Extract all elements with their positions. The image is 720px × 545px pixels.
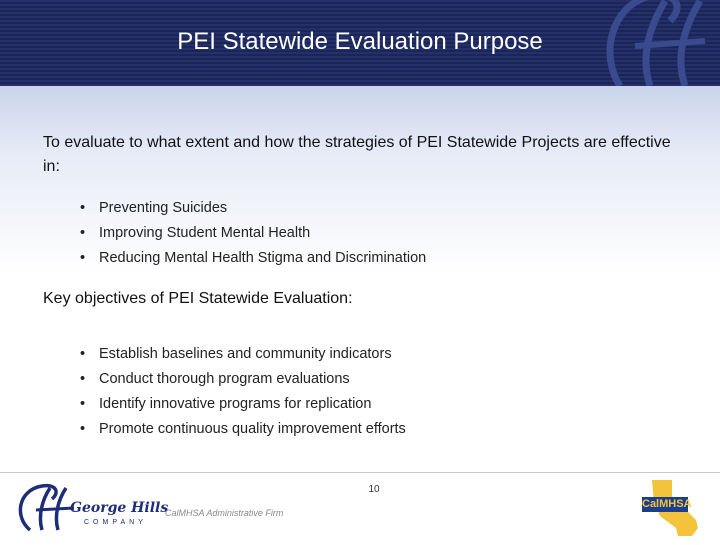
calmhsa-logo	[638, 476, 708, 540]
list-item-text: Preventing Suicides	[99, 200, 228, 216]
calmhsa-label: CalMHSA	[642, 498, 692, 510]
bullet-icon: •	[80, 371, 86, 387]
bullet-icon: •	[80, 200, 86, 216]
list-item-text: Conduct thorough program evaluations	[99, 371, 350, 387]
list-item-text: Establish baselines and community indicators	[99, 346, 392, 362]
page-number: 10	[368, 484, 380, 495]
george-hills-logo	[12, 482, 169, 534]
bullet-icon: •	[80, 421, 86, 437]
list-item	[80, 417, 406, 442]
admin-firm-caption: CalMHSA Administrative Firm	[165, 508, 284, 518]
bullet-icon: •	[80, 396, 86, 412]
company-subtitle: COMPANY	[84, 519, 147, 526]
bullet-icon: •	[80, 250, 86, 266]
slide-header	[0, 0, 720, 86]
list-item-text: Identify innovative programs for replication	[99, 396, 372, 412]
list-item	[80, 392, 406, 417]
bullet-icon: •	[80, 225, 86, 241]
list-item	[80, 246, 426, 271]
list-item-text: Promote continuous quality improvement efforts	[99, 421, 406, 437]
effectiveness-list	[80, 196, 426, 271]
list-item-text: Improving Student Mental Health	[99, 225, 311, 241]
list-item	[80, 221, 426, 246]
list-item-text: Reducing Mental Health Stigma and Discrimination	[99, 250, 427, 266]
slide-title: PEI Statewide Evaluation Purpose	[177, 28, 543, 55]
intro-text: To evaluate to what extent and how the strategies of PEI Statewide Projects are effective in:	[43, 134, 671, 175]
bullet-icon: •	[80, 346, 86, 362]
company-name: George Hills	[70, 500, 169, 516]
objectives-list	[80, 342, 406, 442]
list-item	[80, 367, 406, 392]
objectives-heading: Key objectives of PEI Statewide Evaluation:	[43, 290, 353, 307]
footer-divider	[0, 472, 720, 473]
list-item	[80, 342, 406, 367]
list-item	[80, 196, 426, 221]
